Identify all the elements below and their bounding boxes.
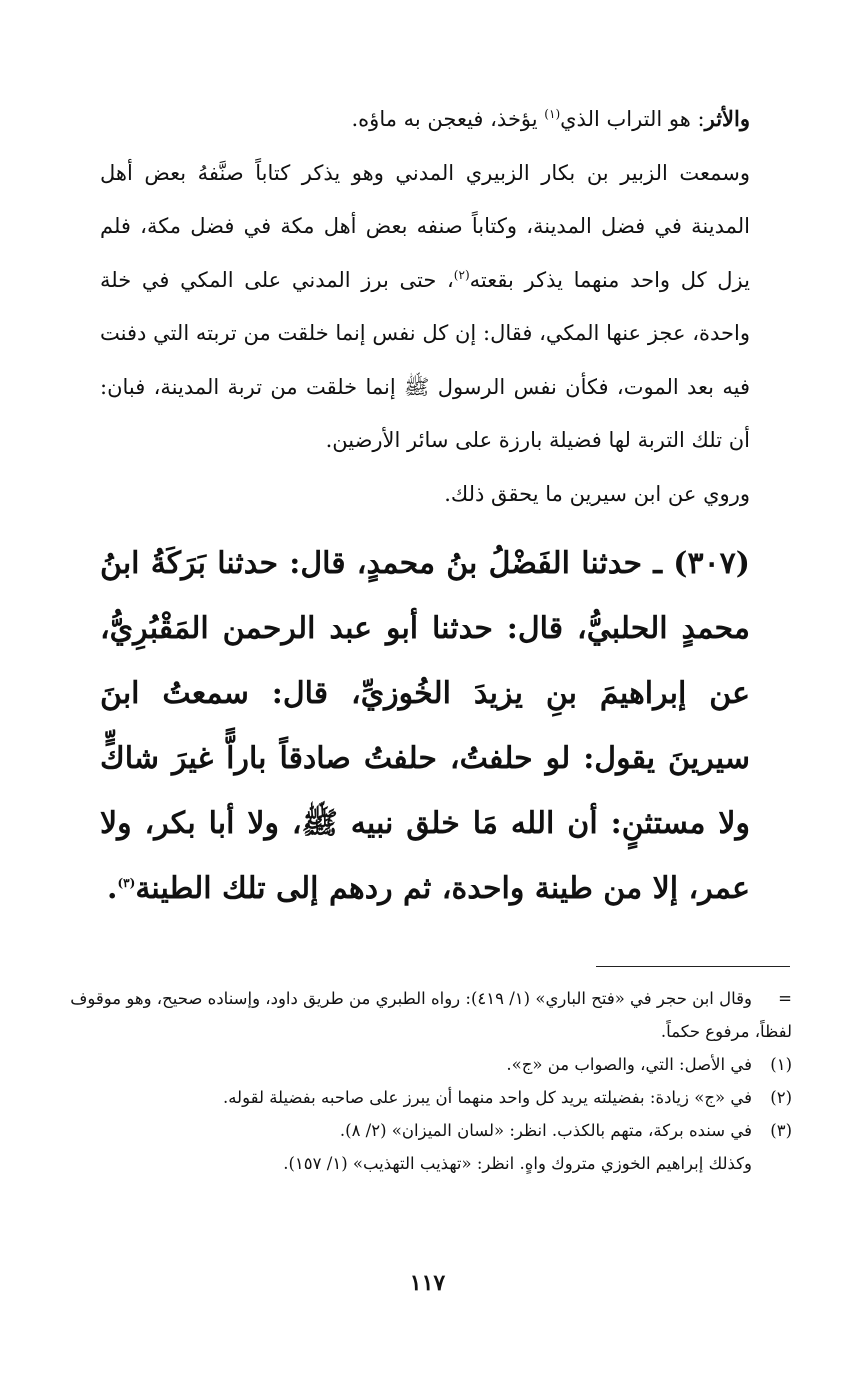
hadith-text-end: .: [107, 871, 118, 906]
footnote-1: [70, 1048, 792, 1081]
footnote-2-marker: (٢): [770, 1088, 792, 1107]
paragraph-ibn-sirin: [100, 468, 790, 522]
footnote-3-marker: (٣): [770, 1121, 792, 1140]
footnote-ref-2: (٢): [453, 267, 470, 282]
paragraph-zubayr-text-2: ، حتى برز المدني على المكي في خلة واحدة، عجز عنها المكي، فقال: إن كل نفس إنما خلقت من تربته التي دفنت فيه بعد الموت، فكأن نفس الرسول ﷺ إنما خلقت من تربة المدينة، فبان: أن تلك التربة لها فضيلة بارزة على سائر الأرضين.: [100, 267, 750, 452]
footnote-continued-text: وقال ابن حجر في «فتح الباري» (١/ ٤١٩): رواه الطبري من طريق داود، وإسناده صحيح، وهو موقوف لفظاً، مرفوع حكماً.: [70, 989, 792, 1041]
footnote-1-marker: (١): [770, 1055, 792, 1074]
footnote-continued: [70, 982, 792, 1048]
footnote-3: [70, 1114, 792, 1147]
paragraph-athar-end: يؤخذ، فيعجن به ماؤه.: [351, 107, 545, 131]
main-text: [100, 92, 790, 921]
footnote-3-text-2: وكذلك إبراهيم الخوزي متروك واهٍ. انظر: «تهذيب التهذيب» (١/ ١٥٧).: [283, 1154, 752, 1173]
paragraph-zubayr-text: وسمعت الزبير بن بكار الزبيري المدني وهو يذكر كتاباً صنَّفهُ بعض أهل المدينة في فضل المدينة، وكتاباً صنفه بعض أهل مكة في فضل مكة، فلم يزل كل واحد منهما يذكر بقعته: [100, 160, 750, 292]
footnote-separator: [596, 966, 790, 967]
paragraph-ibn-sirin-text: وروي عن ابن سيرين ما يحقق ذلك.: [444, 481, 750, 506]
paragraph-athar-text: : هو التراب الذي: [560, 107, 705, 131]
hadith-number: (٣٠٧) ـ: [653, 546, 750, 581]
footnotes: [70, 982, 792, 1180]
footnote-2-text: في «ج» زيادة: بفضيلته يريد كل واحد منهما أن يبرز على صاحبه بفضيلة لقوله.: [222, 1088, 752, 1107]
page-number: ١١٧: [409, 1270, 446, 1296]
footnote-ref-3: (٣): [117, 876, 136, 890]
footnote-2: [70, 1081, 792, 1114]
footnote-3-text: في سنده بركة، متهم بالكذب. انظر: «لسان الميزان» (٢/ ٨).: [339, 1121, 752, 1140]
term-athar: والأثر: [704, 106, 750, 131]
paragraph-athar: [100, 92, 790, 147]
footnote-3-continued: [70, 1147, 792, 1180]
footnote-1-text: في الأصل: التي، والصواب من «ج».: [506, 1055, 752, 1074]
hadith-307: [100, 531, 790, 921]
footnote-continued-marker: =: [778, 989, 792, 1008]
footnote-ref-1: (١): [544, 107, 561, 121]
paragraph-zubayr: [100, 147, 790, 468]
hadith-text: حدثنا الفَضْلُ بنُ محمدٍ، قال: حدثنا بَرَكَةُ ابنُ محمدٍ الحلبيُّ، قال: حدثنا أبو عبد الرحمن المَقْبُرِيُّ، عن إبراهيمَ بنِ يزيدَ الخُوزيِّ، قال: سمعتُ ابنَ سيرينَ يقول: لو حلفتُ، حلفتُ صادقاً باراًّ غيرَ شاكٍّ ولا مستثنٍ: أن الله مَا خلق نبيه ﷺ، ولا أبا بكر، ولا عمر، إلا من طينة واحدة، ثم ردهم إلى تلك الطينة: [100, 546, 750, 906]
